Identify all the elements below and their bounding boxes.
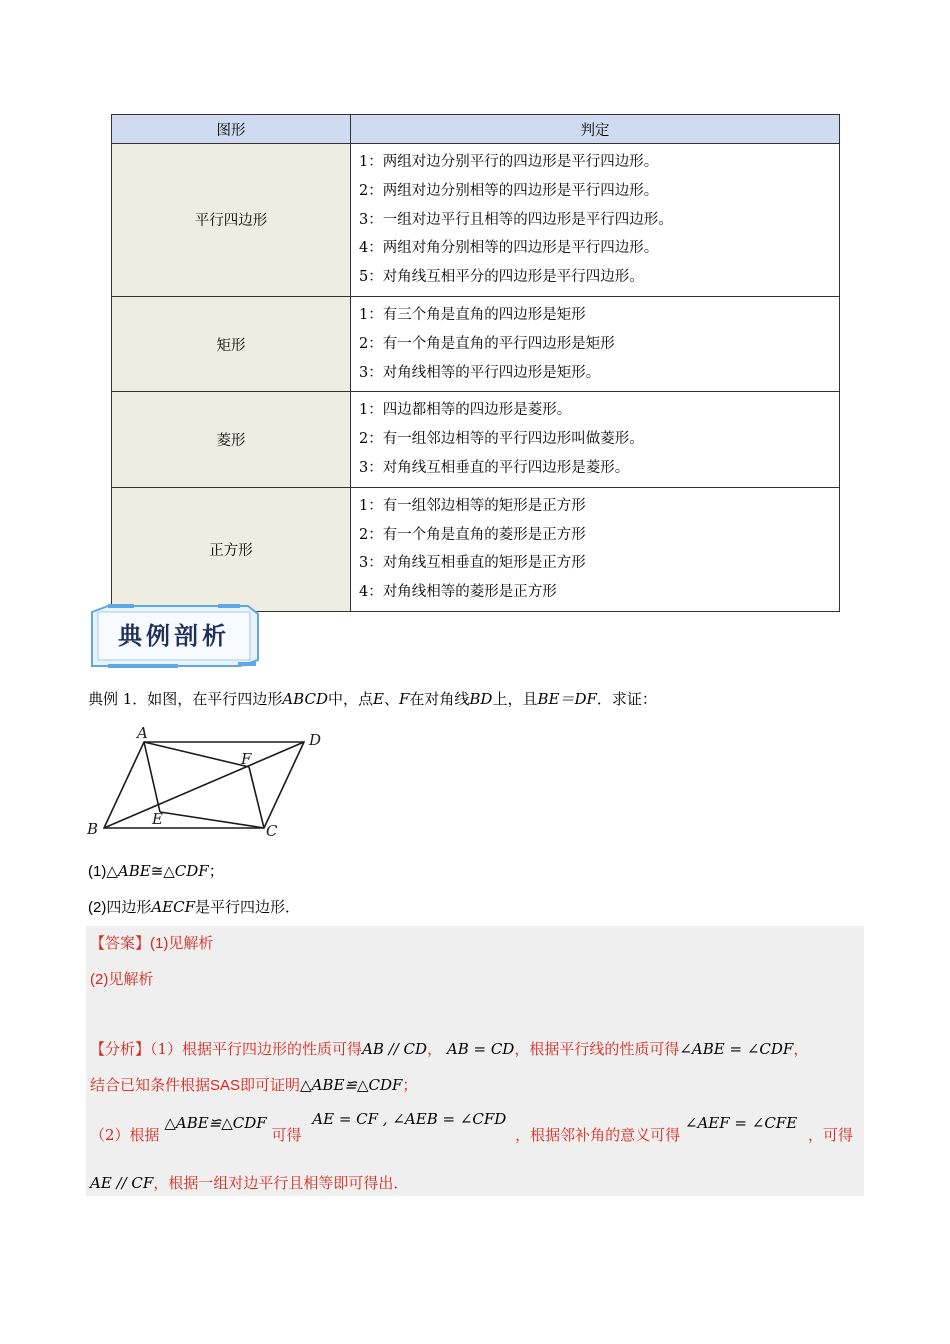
table-row	[112, 144, 840, 297]
rule-item: 2：有一组邻边相等的平行四边形叫做菱形。	[359, 431, 644, 448]
shape-cell: 菱形	[112, 392, 351, 487]
rule-item: 3：对角线相等的平行四边形是矩形。	[359, 364, 601, 381]
rules-cell	[351, 487, 840, 611]
problem-be-df: BE＝DF	[537, 690, 597, 708]
analysis-text: ，根据邻补角的意义可得	[515, 1126, 681, 1144]
problem-text: 中，点	[327, 690, 373, 708]
rule-item: 1：四边都相等的四边形是菱形。	[359, 402, 572, 419]
rule-item: 1：两组对边分别平行的四边形是平行四边形。	[359, 154, 659, 170]
answer-line-1	[90, 932, 213, 953]
q2-prefix: (2)四边形	[88, 899, 152, 916]
analysis-text: ；	[402, 1076, 418, 1094]
answer-2: (2)见解析	[90, 971, 154, 988]
answer-tag: 【答案】	[90, 934, 151, 952]
q2-aecf: AECF	[151, 898, 196, 916]
rule-item: 3：一组对边平行且相等的四边形是平行四边形。	[359, 211, 673, 228]
label-f: F	[241, 750, 252, 768]
problem-bd: BD	[469, 690, 493, 708]
q1-abe: ABE	[117, 862, 151, 880]
segment-fc	[249, 767, 264, 828]
label-c: C	[266, 822, 278, 840]
rule-item: 2：有一个角是直角的菱形是正方形	[359, 526, 586, 543]
math-congruent: △ABE≌△CDF	[300, 1076, 403, 1094]
problem-e: E	[372, 690, 384, 708]
header-shape: 图形	[112, 115, 351, 144]
q1-cong: ≅△	[150, 862, 175, 880]
analysis-text: （2）根据	[90, 1126, 160, 1144]
analysis-line-3	[90, 1110, 853, 1145]
math-ae-cf-angles: AE = CF , ∠AEB = ∠CFD	[312, 1110, 507, 1128]
problem-text: 上，且	[492, 690, 538, 708]
q1-prefix: (1)△	[88, 863, 118, 880]
question-2	[88, 896, 300, 917]
table-row	[112, 296, 840, 391]
analysis-line-2	[90, 1074, 417, 1095]
parallelogram-figure	[84, 722, 334, 844]
label-b: B	[87, 820, 99, 838]
analysis-text: ，	[793, 1040, 809, 1058]
judgement-table	[111, 114, 840, 612]
analysis-line-4	[90, 1172, 408, 1193]
analysis-text: ，根据平行线的性质可得	[514, 1040, 680, 1058]
problem-f: F	[398, 690, 410, 708]
banner-title: 典例剖析	[118, 622, 230, 650]
q2-end: 是平行四边形．	[195, 898, 301, 916]
table-header-row	[112, 115, 840, 144]
analysis-text: 即可证明	[240, 1076, 301, 1094]
analysis-text: ，	[427, 1040, 443, 1058]
q1-cdf: CDF	[174, 862, 209, 880]
analysis-text: 可得	[271, 1126, 302, 1144]
q1-end: ；	[208, 862, 224, 880]
label-e: E	[152, 810, 163, 828]
header-judgement: 判定	[351, 115, 840, 144]
rule-item: 2：两组对边分别相等的四边形是平行四边形。	[359, 182, 659, 199]
math-angle-aef-cfe: ∠AEF = ∠CFE	[684, 1114, 798, 1132]
shape-cell: 矩形	[112, 296, 351, 391]
rules-cell	[351, 144, 840, 297]
analysis-text: 结合已知条件根据	[90, 1076, 211, 1094]
problem-text: ．求证：	[596, 690, 657, 708]
problem-text: 在对角线	[409, 690, 470, 708]
math-congruent-2: △ABE≌△CDF	[164, 1114, 267, 1132]
segment-af	[144, 742, 249, 767]
diagonal-bd	[104, 742, 304, 828]
rule-item: 3：对角线互相垂直的矩形是正方形	[359, 555, 586, 572]
section-banner	[88, 604, 260, 668]
problem-text: 典例 1．如图，在平行四边形	[88, 690, 283, 708]
segment-ec	[160, 812, 264, 828]
answer-line-2	[90, 968, 153, 989]
shape-cell: 正方形	[112, 487, 351, 611]
math-ae-parallel-cf: AE // CF	[90, 1174, 154, 1192]
analysis-tag: 【分析】	[90, 1040, 151, 1058]
math-ab-eq-cd: AB = CD	[446, 1040, 515, 1058]
rule-item: 1：有一组邻边相等的矩形是正方形	[359, 497, 586, 514]
question-1	[88, 860, 224, 881]
rule-item: 5：对角线互相平分的四边形是平行四边形。	[359, 269, 644, 286]
table-row	[112, 392, 840, 487]
rule-item: 1：有三个角是直角的四边形是矩形	[359, 306, 586, 323]
shape-cell: 平行四边形	[112, 144, 351, 297]
analysis-text: ，根据一组对边平行且相等即可得出．	[153, 1174, 409, 1192]
problem-statement	[88, 688, 657, 709]
rules-cell	[351, 392, 840, 487]
problem-text: 、	[383, 690, 399, 708]
rule-item: 2：有一个角是直角的平行四边形是矩形	[359, 335, 615, 352]
answer-1: (1)见解析	[150, 935, 214, 952]
label-a: A	[137, 724, 148, 742]
analysis-line-1	[90, 1038, 808, 1059]
rule-item: 4：对角线相等的菱形是正方形	[359, 584, 557, 601]
analysis-text: （1）根据平行四边形的性质可得	[150, 1040, 363, 1058]
problem-abcd: ABCD	[282, 690, 328, 708]
math-ab-parallel-cd: AB // CD	[362, 1040, 428, 1058]
label-d: D	[309, 731, 322, 749]
analysis-text: ，可得	[807, 1126, 853, 1144]
math-angle-abe-cdf: ∠ABE = ∠CDF	[679, 1040, 794, 1058]
segment-ae	[144, 742, 160, 812]
rules-cell	[351, 296, 840, 391]
table-row	[112, 487, 840, 611]
rule-item: 3：对角线互相垂直的平行四边形是菱形。	[359, 459, 630, 476]
rule-item: 4：两组对角分别相等的四边形是平行四边形。	[359, 240, 659, 257]
analysis-sas: SAS	[210, 1077, 241, 1094]
answer-box	[86, 926, 864, 1196]
